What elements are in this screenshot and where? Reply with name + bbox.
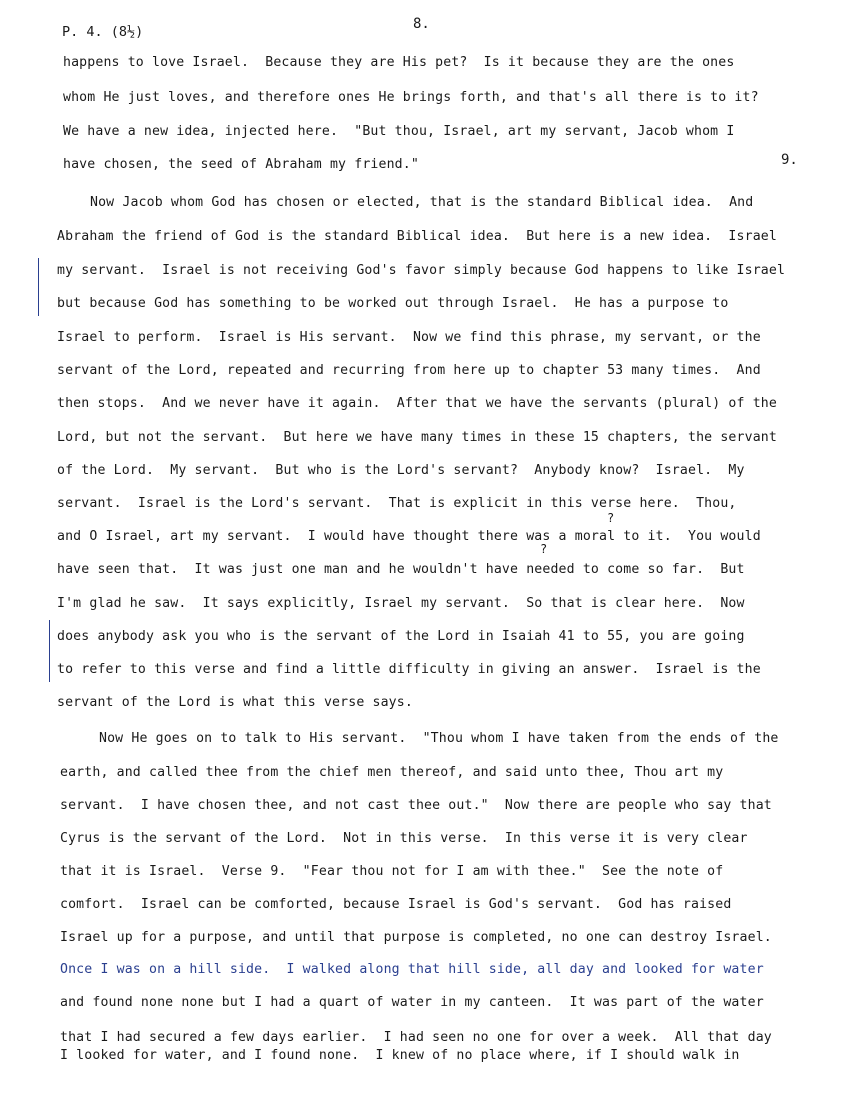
body-line: that I had secured a few days earlier. I had seen no one for over a week. All that day <box>60 1030 772 1045</box>
body-line: Israel to perform. Israel is His servant. Now we find this phrase, my servant, or the <box>57 330 761 345</box>
body-line: and O Israel, art my servant. I would have thought there was a moral to it. You would <box>57 529 761 544</box>
page-reference: P. 4. (8½) <box>62 24 144 40</box>
body-line: of the Lord. My servant. But who is the Lord's servant? Anybody know? Israel. My <box>57 463 745 478</box>
body-line: Now He goes on to talk to His servant. "Thou whom I have taken from the ends of the <box>99 731 779 746</box>
body-line: servant of the Lord is what this verse says. <box>57 695 413 710</box>
body-line: have seen that. It was just one man and he wouldn't have needed to come so far. But <box>57 562 745 577</box>
margin-mark-1 <box>38 258 39 316</box>
body-line: I looked for water, and I found none. I knew of no place where, if I should walk in <box>60 1048 740 1063</box>
body-line: Cyrus is the servant of the Lord. Not in this verse. In this verse it is very clear <box>60 831 748 846</box>
body-line: Abraham the friend of God is the standard Biblical idea. But here is a new idea. Israel <box>57 229 777 244</box>
verse-number-note: 9. <box>781 152 798 168</box>
body-line: servant of the Lord, repeated and recurring from here up to chapter 53 many times. And <box>57 363 761 378</box>
body-line: servant. I have chosen thee, and not cast thee out." Now there are people who say that <box>60 798 772 813</box>
body-line: happens to love Israel. Because they are His pet? Is it because they are the ones <box>63 55 735 70</box>
margin-mark-2 <box>49 620 50 682</box>
body-line: servant. Israel is the Lord's servant. That is explicit in this verse here. Thou, <box>57 496 737 511</box>
inserted-question-mark-1: ? <box>607 511 615 525</box>
body-line: Once I was on a hill side. I walked along that hill side, all day and looked for water <box>60 962 764 977</box>
body-line: that it is Israel. Verse 9. "Fear thou not for I am with thee." See the note of <box>60 864 724 879</box>
body-line: whom He just loves, and therefore ones He brings forth, and that's all there is to it? <box>63 90 759 105</box>
body-line: earth, and called thee from the chief men thereof, and said unto thee, Thou art my <box>60 765 724 780</box>
body-line: to refer to this verse and find a little difficulty in giving an answer. Israel is the <box>57 662 761 677</box>
body-line: We have a new idea, injected here. "But thou, Israel, art my servant, Jacob whom I <box>63 124 735 139</box>
page-number: 8. <box>413 16 430 32</box>
body-line: Now Jacob whom God has chosen or elected, that is the standard Biblical idea. And <box>90 195 754 210</box>
inserted-question-mark-2: ? <box>540 542 548 556</box>
body-line: but because God has something to be worked out through Israel. He has a purpose to <box>57 296 729 311</box>
body-line: does anybody ask you who is the servant of the Lord in Isaiah 41 to 55, you are going <box>57 629 745 644</box>
body-line: and found none none but I had a quart of water in my canteen. It was part of the water <box>60 995 764 1010</box>
body-line: then stops. And we never have it again. After that we have the servants (plural) of the <box>57 396 777 411</box>
body-line: comfort. Israel can be comforted, because Israel is God's servant. God has raised <box>60 897 732 912</box>
body-line: Lord, but not the servant. But here we have many times in these 15 chapters, the servant <box>57 430 777 445</box>
body-line: have chosen, the seed of Abraham my friend." <box>63 157 419 172</box>
body-line: my servant. Israel is not receiving God's favor simply because God happens to like Israel <box>57 263 786 278</box>
body-line: Israel up for a purpose, and until that purpose is completed, no one can destroy Israel. <box>60 930 772 945</box>
body-line: I'm glad he saw. It says explicitly, Israel my servant. So that is clear here. Now <box>57 596 745 611</box>
